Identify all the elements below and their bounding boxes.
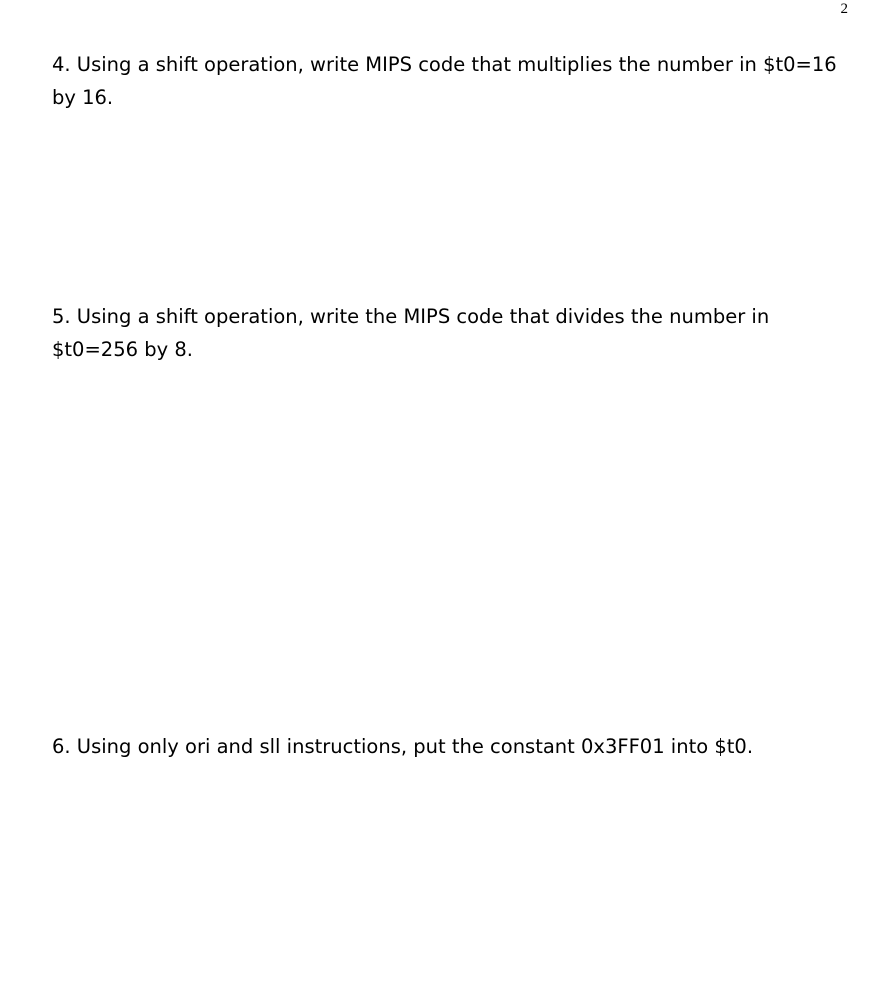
- question-4: 4. Using a shift operation, write MIPS code that multiplies the number in $t0=16 by 16.: [52, 53, 837, 109]
- question-6: 6. Using only ori and sll instructions, put the constant 0x3FF01 into $t0.: [52, 735, 754, 758]
- page-number: 2: [840, 1, 848, 17]
- question-5: 5. Using a shift operation, write the MIPS code that divides the number in $t0=256 by 8.: [52, 305, 770, 361]
